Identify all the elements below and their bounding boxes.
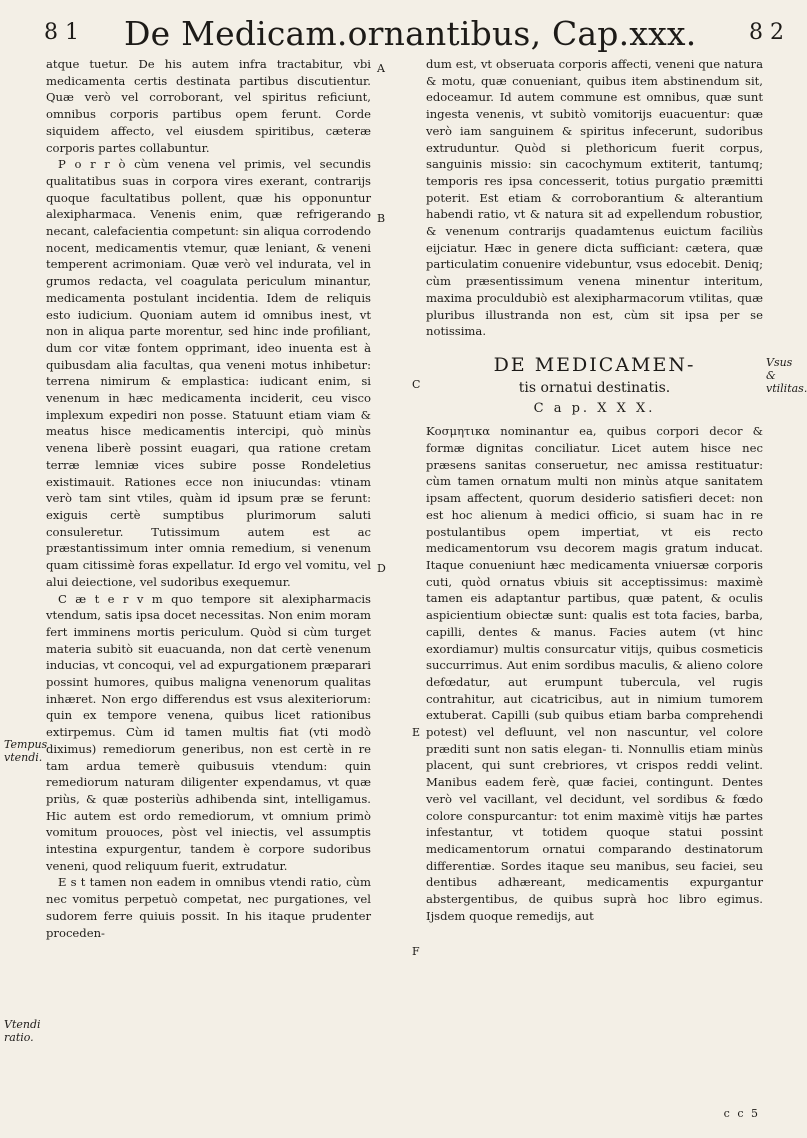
margin-note-tempus: Tempus vtendi. <box>4 738 48 764</box>
section-letter-c: C <box>412 378 421 391</box>
paragraph: P o r r ò cùm venena vel primis, vel secundis qualitatibus suas in corpora vires exerant, contrarijs quoque facultatibus pollent, quæ his opponuntur alexipharmaca. Venenis enim, quæ refrigerando necant, calefacientia competunt: sin aliqua corrodendo nocent, medicamentis vtemur, quæ leniant, & veneni temperent acrimoniam. Quæ verò vel indurata, vel in grumos redacta, vel coagulata periculum minantur, medicamenta postulant incidentia. Idem de reliquis esto iudicium. Quoniam autem id omnibus inest, vt non in aliqua parte morentur, sed hinc inde profiliant, dum cor vitæ fontem opprimant, ideo inuenta est à quibusdam alia facultas, qua veneni motus inhibetur: terrena nimirum & emplastica: iudicant enim, si venenum in hæc medicamenta inciderit, ceu visco implexum expediri non posse. Statuunt etiam viam & meatus hisce medicamentis intercipi, quò minùs venena liberè possint euagari, qua ratione cretam terræ lemniæ vices subire posse Rondeletius existimauit. Rationes ecce non iniucundas: vtinam verò tam sint vtiles, quàm id ipsum præ se ferunt: exiguis certè sumptibus plurimorum saluti consuleretur. Tutissimum autem est ac præstantissimum inter omnia remedium, si venenum quam citissimè foras expellatur. Id ergo vel vomitu, vel alui deiectione, vel sudoribus exequemur. <box>46 157 371 589</box>
left-column <box>46 56 371 941</box>
section-letter-d: D <box>377 562 386 575</box>
page-number-right: 8 2 <box>749 20 784 45</box>
section-letter-b: B <box>377 212 386 225</box>
page-header <box>44 14 784 54</box>
paragraph: E s t tamen non eadem in omnibus vtendi ratio, cùm nec vomitus perpetuò competat, nec purgationes, vel sudorem ferre quiuis possit. In his itaque prudenter proceden- <box>46 875 371 940</box>
paragraph: dum est, vt obseruata corporis affecti, veneni que natura & motu, quæ conueniant, quibus item abstinendum sit, edoceamur. Id autem commune est omnibus, quæ sunt ingesta venenis, vt subitò vomitorijs euacuentur: quæ verò iam sanguinem & spiritus infecerunt, sudoribus extruduntur. Quòd si plethoricum fuerit corpus, sanguinis missio: sin cacochymum extiterit, tantumq; temporis res ipsa concesserit, totius purgatio præmitti poterit. Est etiam & corroborantium & alterantium habendi ratio, vt & natura sit ad expellendum robustior, & venenum contrarijs quadamtenus euictum faciliùs eijciatur. Hæc in genere dicta sufficiant: cætera, quæ particulatim conuenire videbuntur, vsus edocebit. Deniq; cùm præsentissimum venena minentur interitum, maxima proculdubiò est alexipharmacorum vtilitas, quæ pluribus illustranda non est, cùm sit ipsa per se notissima. <box>426 57 763 339</box>
chapter-label: C a p. X X X. <box>533 400 656 416</box>
section-letter-a: A <box>377 62 385 75</box>
running-title: De Medicam.ornantibus, Cap.xxx. <box>124 14 697 53</box>
margin-note-ratio: Vtendi ratio. <box>4 1018 41 1044</box>
chapter-paragraph: Kοσμητικα nominantur ea, quibus corpori decor & formæ dignitas conciliatur. Licet autem hisce nec præsens sanitas conseruetur, nec amissa restituatur: cùm tamen ornatum multi non minùs atque sanitatem ipsam affectent, quorum desiderio satisfieri decet: non est hoc alienum à medici officio, si suam hac in re postulantibus opem impertiat, vt eis recto medicamentorum vsu decorem magis gratum inducat. Itaque conueniunt hæc medicamenta vniuersæ corporis cuti, quòd ornatus vbiuis sit acceptissimus: maximè tamen eis adaptantur partibus, quæ patent, & oculis aspicientium obiectæ sunt: qualis est tota facies, barba, capilli, dentes & manus. Facies autem (vt hinc exordiamur) multis consurcatur vitijs, quibus cosmeticis succurrimus. Aut enim sordibus maculis, & alieno colore defœdatur, aut erumpunt tubercula, vel rugis contrahitur, aut cicatricibus, aut in nimium tumorem extuberat. Capilli (sub quibus etiam barba comprehendi potest) vel defluunt, vel non nascuntur, vel colore præditi sunt non satis elegan- ti. Nonnullis etiam minùs placent, qui sunt crebriores, vt crispos reddi velint. Manibus eadem ferè, quæ faciei, contingunt. Dentes verò vel vacillant, vel decidunt, vel sordibus & fœdo colore conspurcantur: tot enim maximè vitijs hæ partes infestantur, vt totidem quoque statui possint medicamentorum ornatui comparando destinatorum differentiæ. Sordes itaque seu manibus, seu faciei, seu dentibus adhæreant, medicamentis expurgantur abstergentibus, de quibus suprà hoc libro egimus. Ijsdem quoque remedijs, aut <box>426 424 763 923</box>
section-letter-f: F <box>412 945 420 958</box>
section-subtitle: tis ornatui destinatis. <box>518 379 671 396</box>
section-letter-e: E <box>412 726 421 739</box>
signature-mark: c c 5 <box>723 1107 760 1120</box>
section-title: DE MEDICAMEN- <box>493 353 696 376</box>
page-number-left: 8 1 <box>44 20 79 45</box>
paragraph: atque tuetur. De his autem infra tractabitur, vbi medicamenta certis destinata partibus discutientur. Quæ verò vel corroborant, vel spiritus reficiunt, omnibus corporis partibus opem ferunt. Corde siquidem affecto, vel eiusdem spiritibus, cæteræ corporis partes collabuntur. <box>46 57 371 155</box>
paragraph: C æ t e r v m quo tempore sit alexipharmacis vtendum, satis ipsa docet necessitas. Non enim moram fert imminens mortis periculum. Quòd si cùm turget materia subitò sit euacuanda, non dat certè venenum inducias, vt concoqui, vel ad expurgationem præparari possint humores, quibus maligna venenorum qualitas inhæret. Non ergo differendus est vsus alexiteriorum: quin ex tempore venena, quibus licet rationibus extirpemus. Cùm id tamen multis fiat (vti modò diximus) remediorum generibus, non est certè in re tam ardua temerè quibusuis vtendum: quin remediorum naturam diligenter expendamus, vt quæ priùs, & quæ posteriùs adhibenda sint, intelligamus. Hic autem est ordo remediorum, vt omnium primò vomitum prouoces, pòst vel iniectis, vel assumptis intestina expurgentur, tandem è corpore sudoribus veneni, quod reliquum fuerit, extrudatur. <box>46 591 371 873</box>
margin-note-vsus: Vsus & vtilitas. <box>766 356 807 395</box>
right-column <box>426 56 763 924</box>
